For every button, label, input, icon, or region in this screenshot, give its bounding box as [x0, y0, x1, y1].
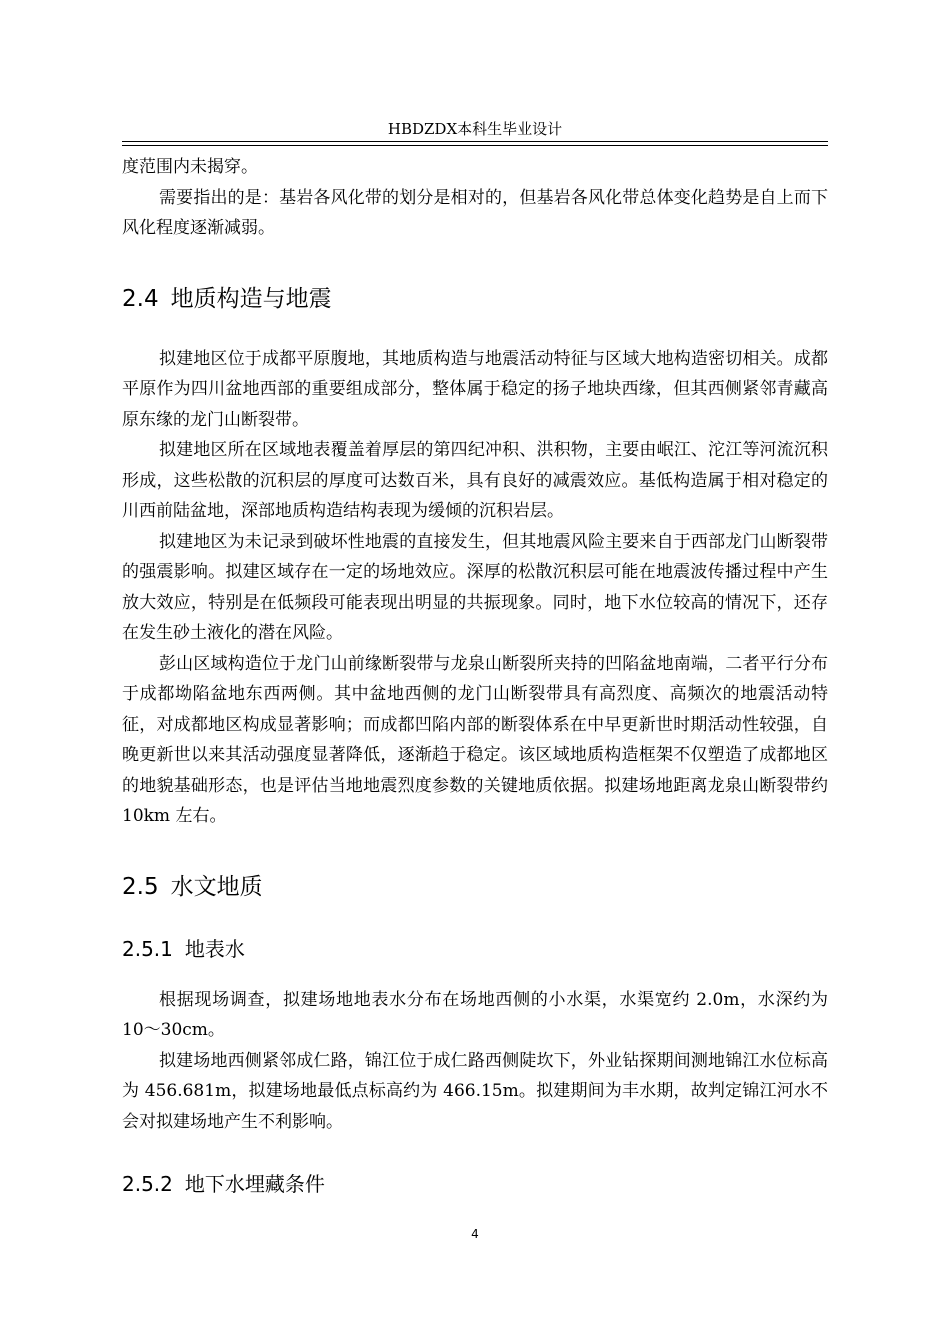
subsection-number: 2.5.1 [122, 936, 173, 961]
paragraph: 彭山区域构造位于龙门山前缘断裂带与龙泉山断裂所夹持的凹陷盆地南端，二者平行分布于成都坳陷盆地东西两侧。其中盆地西侧的龙门山断裂带具有高烈度、高频次的地震活动特征，对成都地区构成显著影响；而成都凹陷内部的断裂体系在中早更新世时期活动性较强，自晚更新世以来其活动强度显著降低，逐渐趋于稳定。该区域地质构造框架不仅塑造了成都地区的地貌基础形态，也是评估当地地震烈度参数的关键地质依据。拟建场地距离龙泉山断裂带约 10km 左右。 [122, 653, 828, 826]
section-heading-2-4 [122, 284, 828, 314]
subsection-number: 2.5.2 [122, 1172, 173, 1196]
page-content [122, 152, 828, 1220]
header-rule-thin [122, 145, 828, 146]
paragraph: 需要指出的是：基岩各风化带的划分是相对的，但基岩各风化带总体变化趋势是自上而下风化程度逐渐减弱。 [122, 187, 828, 238]
subsection-heading-2-5-2 [122, 1170, 828, 1198]
paragraph-continuation: 度范围内未揭穿。 [122, 157, 258, 177]
page-header: HBDZDX本科生毕业设计 [387, 120, 563, 138]
section-number: 2.4 [122, 285, 159, 312]
header-rule-thick [122, 141, 828, 142]
subsection-heading-2-5-1 [122, 935, 828, 963]
section-heading-2-5 [122, 872, 828, 902]
page-number: 4 [471, 1227, 479, 1241]
paragraph: 拟建地区所在区域地表覆盖着厚层的第四纪冲积、洪积物，主要由岷江、沱江等河流沉积形成，这些松散的沉积层的厚度可达数百米，具有良好的减震效应。基低构造属于相对稳定的川西前陆盆地，深部地质构造结构表现为缓倾的沉积岩层。 [122, 440, 828, 521]
section-number: 2.5 [122, 873, 159, 900]
paragraph: 拟建场地西侧紧邻成仁路，锦江位于成仁路西侧陡坎下，外业钻探期间测地锦江水位标高为 456.681m，拟建场地最低点标高约为 466.15m。拟建期间为丰水期，故判定锦江河水不会对拟建场地产生不利影响。 [122, 1050, 828, 1132]
paragraph: 拟建地区为未记录到破坏性地震的直接发生，但其地震风险主要来自于西部龙门山断裂带的强震影响。拟建区域存在一定的场地效应。深厚的松散沉积层可能在地震波传播过程中产生放大效应，特别是在低频段可能表现出明显的共振现象。同时，地下水位较高的情况下，还存在发生砂土液化的潜在风险。 [122, 531, 828, 643]
section-title: 地质构造与地震 [170, 285, 332, 312]
subsection-title: 地表水 [184, 936, 245, 961]
subsection-title: 地下水埋藏条件 [184, 1172, 325, 1196]
paragraph: 拟建地区位于成都平原腹地，其地质构造与地震活动特征与区域大地构造密切相关。成都平原作为四川盆地西部的重要组成部分，整体属于稳定的扬子地块西缘，但其西侧紧邻青藏高原东缘的龙门山断裂带。 [122, 348, 828, 430]
section-title: 水文地质 [170, 873, 263, 900]
paragraph: 根据现场调查，拟建场地地表水分布在场地西侧的小水渠，水渠宽约 2.0m，水深约为 10～30cm。 [122, 989, 828, 1040]
